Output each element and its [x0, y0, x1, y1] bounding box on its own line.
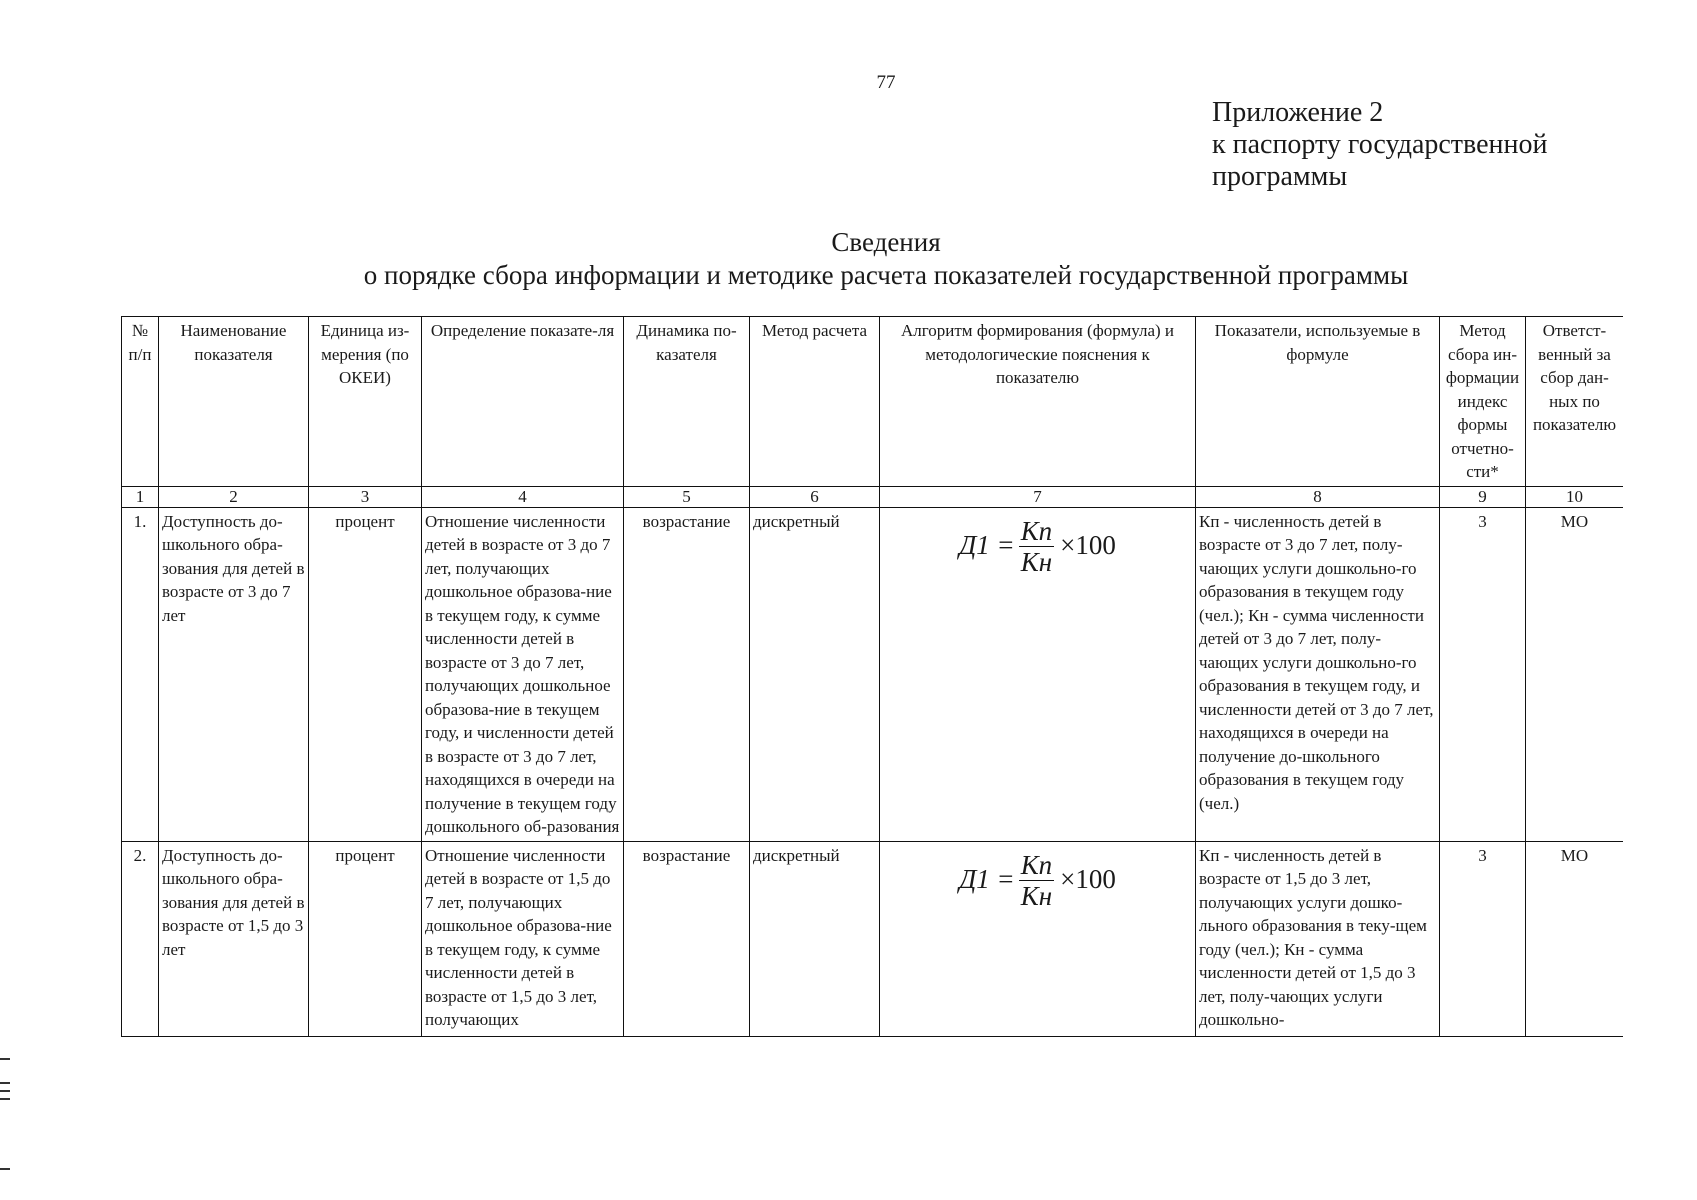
calculation-method: дискретный: [750, 507, 880, 841]
column-number: 6: [750, 486, 880, 507]
appendix-line-1: Приложение 2: [1212, 97, 1384, 128]
header-cell: Определение показате-ля: [422, 317, 624, 487]
header-cell: Наименование показателя: [159, 317, 309, 487]
collection-method: 3: [1440, 507, 1526, 841]
column-number: 5: [624, 486, 750, 507]
column-number-row: [122, 486, 1624, 507]
collection-method: 3: [1440, 841, 1526, 1036]
formula-multiplier: ×100: [1060, 530, 1116, 561]
header-cell: Метод сбора ин-формации индекс формы отчетно-сти*: [1440, 317, 1526, 487]
header-cell: № п/п: [122, 317, 159, 487]
formula-fraction: [1019, 516, 1054, 577]
formula-cell: [880, 507, 1196, 841]
indicators-table-wrapper: [121, 316, 1623, 1071]
column-number: 1: [122, 486, 159, 507]
formula: [883, 850, 1192, 911]
table-row: [122, 507, 1624, 841]
header-cell: Динамика по-казателя: [624, 317, 750, 487]
unit-of-measure: процент: [309, 507, 422, 841]
column-number: 3: [309, 486, 422, 507]
formula-denominator: Кн: [1020, 880, 1053, 911]
header-cell: Метод расчета: [750, 317, 880, 487]
formula-lhs: Д1 =: [959, 864, 1015, 895]
column-number: 7: [880, 486, 1196, 507]
responsible-party: МО: [1526, 841, 1624, 1036]
formula-indicators: Кп - численность детей в возрасте от 3 до 7 лет, полу-чающих услуги дошкольно-го образования в текущем году (чел.); Кн - сумма численности детей от 3 до 7 лет, полу-чающих услуги дошкольно-го образования в текущем году, и численности детей от 3 до 7 лет, находящихся в очереди на получение до-школьного образования в текущем году (чел.): [1196, 507, 1440, 841]
column-number: 9: [1440, 486, 1526, 507]
scan-mark: [0, 1098, 10, 1100]
indicator-definition: Отношение численности детей в возрасте от 1,5 до 7 лет, получающих дошкольное образова-ние в текущем году, к сумме численности детей в возрасте от 1,5 до 3 лет, получающих: [422, 841, 624, 1036]
scan-mark: [0, 1090, 10, 1092]
formula-multiplier: ×100: [1060, 864, 1116, 895]
indicator-dynamics: возрастание: [624, 507, 750, 841]
title-line-1: Сведения: [831, 227, 941, 257]
column-number: 10: [1526, 486, 1624, 507]
header-cell: Показатели, используемые в формуле: [1196, 317, 1440, 487]
scan-mark: [0, 1058, 10, 1060]
formula-fraction: [1019, 850, 1054, 911]
header-cell: Ответст-венный за сбор дан-ных по показателю: [1526, 317, 1624, 487]
responsible-party: МО: [1526, 507, 1624, 841]
page-number: 77: [876, 72, 896, 93]
document-title: [0, 226, 1697, 292]
formula: [883, 516, 1192, 577]
header-row: [122, 317, 1624, 487]
formula-indicators: Кп - численность детей в возрасте от 1,5 до 3 лет, получающих услуги дошко-льного образования в теку-щем году (чел.); Кн - сумма численности детей от 1,5 до 3 лет, полу-чающих услуги дошкольно-: [1196, 841, 1440, 1036]
row-number: 1.: [122, 507, 159, 841]
column-number: 4: [422, 486, 624, 507]
indicator-definition: Отношение численности детей в возрасте от 3 до 7 лет, получающих дошкольное образова-ние в текущем году, к сумме численности детей в возрасте от 3 до 7 лет, получающих дошкольное образова-ние в текущем году, и численности детей в возрасте от 3 до 7 лет, находящихся в очереди на получение в текущем году дошкольного об-разования: [422, 507, 624, 841]
indicator-name: Доступность до-школьного обра-зования для детей в возрасте от 3 до 7 лет: [159, 507, 309, 841]
indicators-table: [121, 316, 1623, 1037]
table-row: [122, 841, 1624, 1036]
indicator-name: Доступность до-школьного обра-зования для детей в возрасте от 1,5 до 3 лет: [159, 841, 309, 1036]
calculation-method: дискретный: [750, 841, 880, 1036]
formula-cell: [880, 841, 1196, 1036]
column-number: 2: [159, 486, 309, 507]
scan-mark: [0, 1168, 10, 1170]
title-line-2: о порядке сбора информации и методике расчета показателей государственной программы: [363, 260, 1409, 290]
column-number: 8: [1196, 486, 1440, 507]
indicator-dynamics: возрастание: [624, 841, 750, 1036]
appendix-caption: [1212, 97, 1547, 193]
formula-lhs: Д1 =: [959, 530, 1015, 561]
formula-numerator: Кп: [1020, 849, 1053, 880]
appendix-line-3: программы: [1212, 161, 1348, 192]
header-cell: Алгоритм формирования (формула) и методологические пояснения к показателю: [880, 317, 1196, 487]
scan-mark: [0, 1082, 10, 1084]
appendix-line-2: к паспорту государственной: [1212, 129, 1548, 160]
header-cell: Единица из-мерения (по ОКЕИ): [309, 317, 422, 487]
unit-of-measure: процент: [309, 841, 422, 1036]
formula-numerator: Кп: [1020, 515, 1053, 546]
formula-denominator: Кн: [1020, 546, 1053, 577]
row-number: 2.: [122, 841, 159, 1036]
